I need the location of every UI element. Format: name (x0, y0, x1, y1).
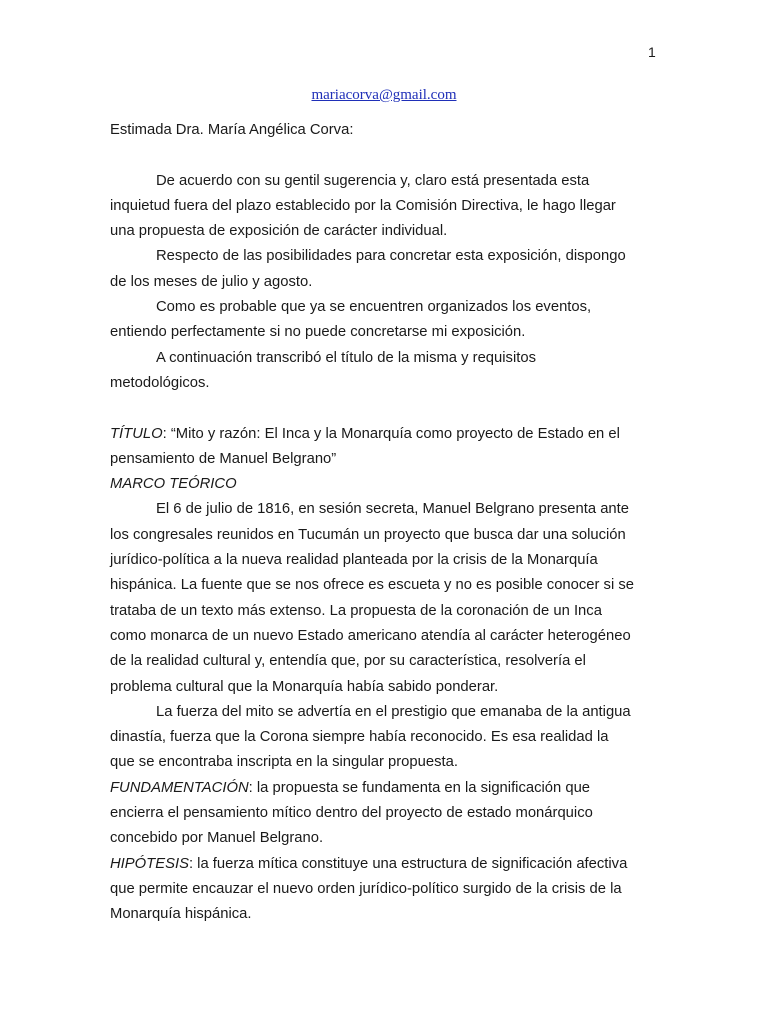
body-line: una propuesta de exposición de carácter individual. (110, 223, 448, 240)
body-line: como monarca de un nuevo Estado americano atendía al carácter heterogéneo (110, 627, 631, 644)
title-label: TÍTULO (110, 425, 163, 442)
fundamentacion-line (110, 776, 662, 801)
body-line: los congresales reunidos en Tucumán un proyecto que busca dar una solución (110, 526, 626, 543)
fundamentacion-text: : la propuesta se fundamenta en la significación que (248, 779, 591, 796)
paragraph-gap (110, 396, 662, 421)
body-line: El 6 de julio de 1816, en sesión secreta, Manuel Belgrano presenta ante (156, 501, 629, 518)
body-line: problema cultural que la Monarquía había sabido ponderar. (110, 678, 499, 695)
section-heading-marco-teorico: MARCO TEÓRICO (110, 476, 237, 493)
salutation: Estimada Dra. María Angélica Corva: (110, 122, 354, 138)
body-line: que se encontraba inscripta en la singular propuesta. (110, 754, 458, 771)
hipotesis-text: : la fuerza mítica constituye una estructura de significación afectiva (188, 855, 628, 872)
body-line: entiendo perfectamente si no puede concretarse mi exposición. (110, 324, 526, 341)
body-line: de los meses de julio y agosto. (110, 273, 313, 290)
title-line-2: pensamiento de Manuel Belgrano” (110, 450, 337, 467)
body-line: inquietud fuera del plazo establecido por la Comisión Directiva, le hago llegar (110, 197, 616, 214)
body-line: La fuerza del mito se advertía en el prestigio que emanaba de la antigua (156, 703, 631, 720)
letter-body (110, 118, 662, 928)
body-line: metodológicos. (110, 374, 210, 391)
body-line: Como es probable que ya se encuentren organizados los eventos, (156, 299, 592, 316)
email-link[interactable]: mariacorva@gmail.com (311, 87, 457, 103)
body-line: encierra el pensamiento mítico dentro del proyecto de estado monárquico (110, 805, 593, 822)
title-text: : “Mito y razón: El Inca y la Monarquía como proyecto de Estado en el (162, 425, 620, 442)
hipotesis-label: HIPÓTESIS (110, 855, 189, 872)
body-line: Monarquía hispánica. (110, 906, 252, 923)
body-line: de la realidad cultural y, entendía que, por su característica, resolvería el (110, 653, 586, 670)
body-line: De acuerdo con su gentil sugerencia y, claro está presentada esta (156, 172, 590, 189)
body-line: Respecto de las posibilidades para concretar esta exposición, dispongo (156, 248, 626, 265)
body-line: dinastía, fuerza que la Corona siempre había reconocido. Es esa realidad la (110, 729, 609, 746)
fundamentacion-label: FUNDAMENTACIÓN (110, 779, 249, 796)
title-line (110, 422, 662, 447)
hipotesis-line (110, 852, 662, 877)
body-line: trataba de un texto más extenso. La propuesta de la coronación de un Inca (110, 602, 602, 619)
body-line: A continuación transcribó el título de la misma y requisitos (156, 349, 536, 366)
body-line: jurídico-política a la nueva realidad planteada por la crisis de la Monarquía (110, 552, 598, 569)
body-line: hispánica. La fuente que se nos ofrece es escueta y no es posible conocer si se (110, 577, 634, 594)
body-line: que permite encauzar el nuevo orden jurídico-político surgido de la crisis de la (110, 880, 622, 897)
body-line: concebido por Manuel Belgrano. (110, 830, 324, 847)
paragraph-gap (110, 143, 662, 168)
page-number: 1 (648, 44, 656, 60)
